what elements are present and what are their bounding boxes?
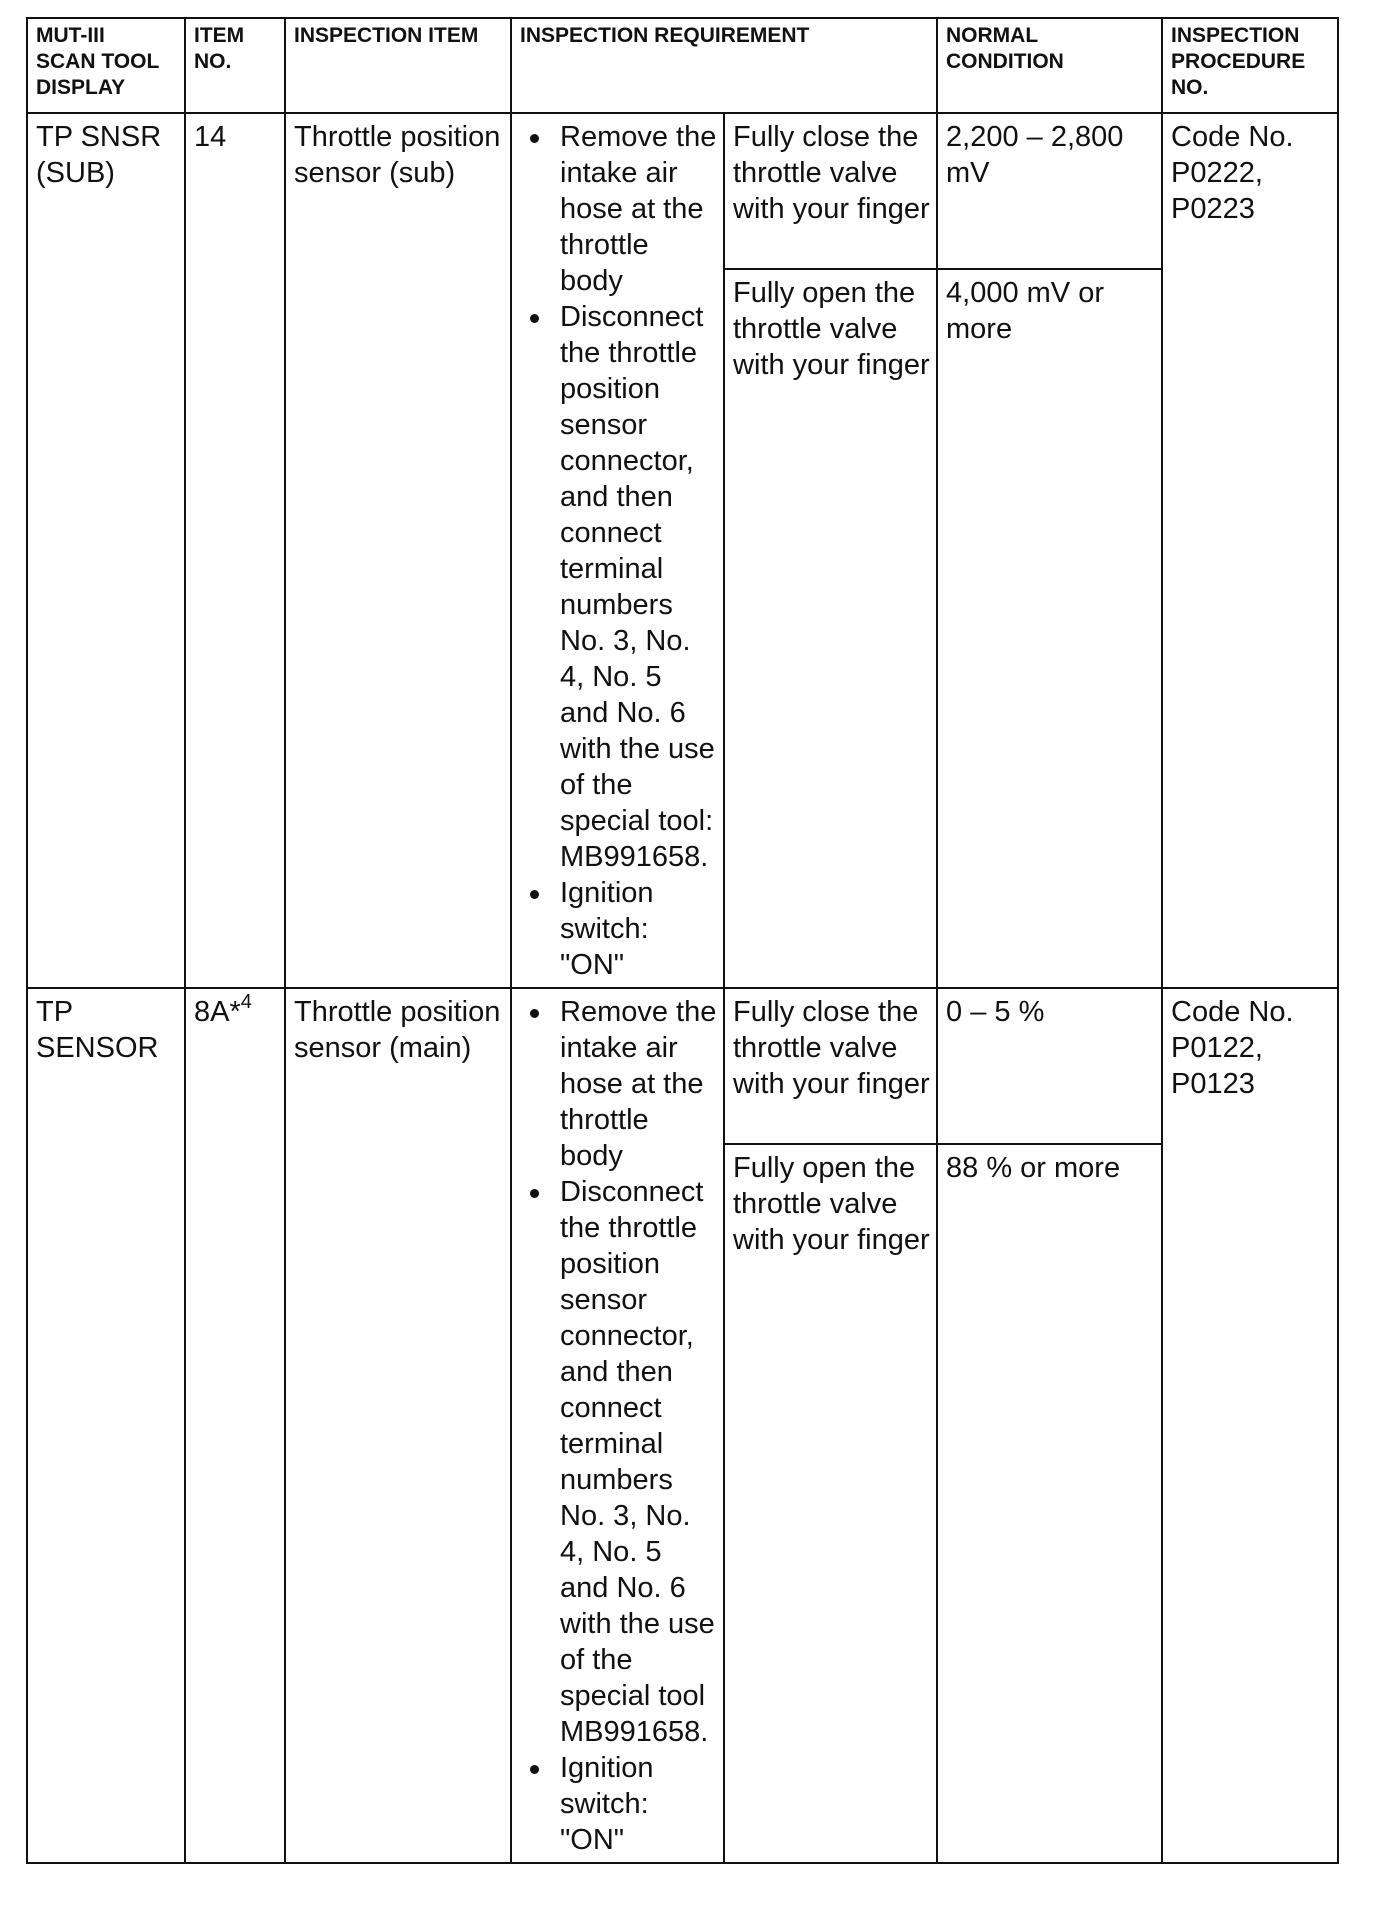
table-row <box>27 988 1338 1144</box>
table-row <box>27 113 1338 269</box>
inspection-item-cell: Throttle position sensor (sub) <box>285 113 511 988</box>
requirement-cell <box>511 113 724 988</box>
header-item-no: ITEM NO. <box>185 18 285 113</box>
display-cell: TP SENSOR <box>27 988 185 1863</box>
header-row <box>27 18 1338 113</box>
procedure-cell: Code No. P0222, P0223 <box>1162 113 1338 988</box>
requirement-cell <box>511 988 724 1863</box>
display-cell: TP SNSR (SUB) <box>27 113 185 988</box>
header-normal-condition: NORMAL CONDITION <box>937 18 1162 113</box>
normal-condition-cell: 4,000 mV or more <box>937 269 1162 988</box>
list-item: Ignition switch: "ON" <box>520 1750 717 1858</box>
normal-condition-cell: 88 % or more <box>937 1144 1162 1863</box>
list-item: Remove the intake air hose at the throttle body <box>520 994 717 1174</box>
header-procedure-no: INSPECTION PROCEDURE NO. <box>1162 18 1338 113</box>
list-item: Ignition switch: "ON" <box>520 875 717 983</box>
inspection-table <box>26 17 1339 1864</box>
normal-condition-cell: 0 – 5 % <box>937 988 1162 1144</box>
condition-cell: Fully open the throttle valve with your finger <box>724 269 937 988</box>
condition-cell: Fully open the throttle valve with your finger <box>724 1144 937 1863</box>
list-item: Remove the intake air hose at the throttle body <box>520 119 717 299</box>
requirement-list <box>520 119 717 983</box>
list-item: Disconnect the throttle position sensor connector, and then connect terminal numbers No. 3, No. 4, No. 5 and No. 6 with the use of the special tool MB991658. <box>520 1174 717 1750</box>
header-display: MUT-III SCAN TOOL DISPLAY <box>27 18 185 113</box>
inspection-item-cell: Throttle position sensor (main) <box>285 988 511 1863</box>
list-item: Disconnect the throttle position sensor connector, and then connect terminal numbers No. 3, No. 4, No. 5 and No. 6 with the use of the special tool: MB991658. <box>520 299 717 875</box>
item-no-cell: 14 <box>185 113 285 988</box>
header-inspection-requirement: INSPECTION REQUIREMENT <box>511 18 937 113</box>
header-inspection-item: INSPECTION ITEM <box>285 18 511 113</box>
condition-cell: Fully close the throttle valve with your finger <box>724 113 937 269</box>
condition-cell: Fully close the throttle valve with your finger <box>724 988 937 1144</box>
requirement-list <box>520 994 717 1858</box>
procedure-cell: Code No. P0122, P0123 <box>1162 988 1338 1863</box>
item-no-cell: 8A*$^4$ <box>185 988 285 1863</box>
normal-condition-cell: 2,200 – 2,800 mV <box>937 113 1162 269</box>
